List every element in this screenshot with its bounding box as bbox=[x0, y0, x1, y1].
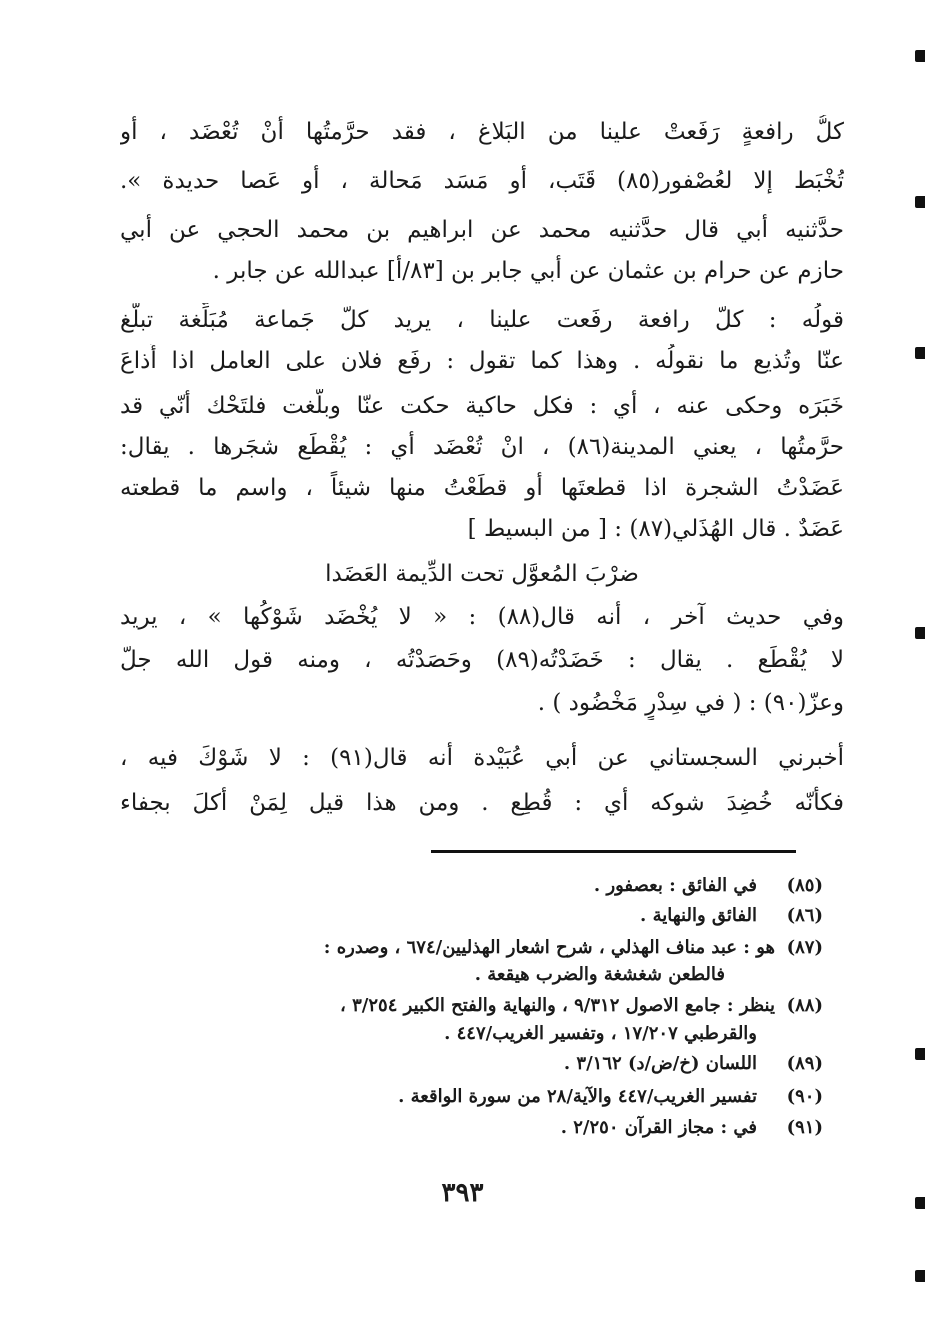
text-line: تُخْبَط إلا لعُصْفور(٨٥) قَتَب، أو مَسَد مَحالة ، أو عَصا حديدة ». bbox=[120, 168, 844, 194]
text-line: عنّا وتُذيع ما نقولُه . وهذا كما تقول : رفَع فلان على العامل اذا أَذاعَ bbox=[120, 348, 844, 374]
footnote-text: ينظر : جامع الاصول ٩/٣١٢ ، والنهاية والفتح الكبير ٣/٢٥٤ ، bbox=[340, 995, 775, 1016]
scan-margin-mark bbox=[915, 627, 925, 639]
text-line: قولُه : كلّ رافعة رفَعت علينا ، يريد كلّ جَماعة مُبَلِّغة تبلّغ bbox=[120, 307, 844, 333]
scan-margin-mark bbox=[915, 196, 925, 208]
footnote-text: فالطعن شغشغة والضرب هيقعة . bbox=[474, 964, 725, 985]
scan-margin-mark bbox=[915, 50, 925, 62]
footnote-number: (٩١) bbox=[786, 1117, 823, 1138]
footnote-text: هو : عبد مناف الهذلي ، شرح اشعار الهذليين/٦٧٤ ، وصدره : bbox=[323, 937, 775, 958]
scan-margin-mark bbox=[915, 1048, 925, 1060]
scan-margin-mark bbox=[915, 347, 925, 359]
scan-margin-mark bbox=[915, 1197, 925, 1209]
text-line: كلُّ رافعةٍ رَفَعتْ علينا من البَلاغ ، فقد حرَّمتُها أنْ تُعْضَد ، أو bbox=[120, 119, 844, 145]
footnote-number: (٨٥) bbox=[786, 875, 823, 896]
footnote-text: في : مجاز القرآن ٢/٢٥٠ . bbox=[560, 1117, 757, 1138]
text-line: فكأنّه خُضِدَ شوكه أي : قُطِع . ومن هذا قيل لِمَنْ أكلَ بجفاء bbox=[120, 790, 844, 816]
text-line: أخبرني السجستاني عن أبي عُبَيْدة أنه قال(٩١) : لا شَوْكَ فيه ، bbox=[120, 745, 844, 771]
text-line: حدَّثنيه أبي قال حدَّثنيه محمد عن ابراهيم بن محمد الحجي عن أبي bbox=[120, 217, 844, 243]
scan-margin-mark bbox=[915, 1270, 925, 1282]
footnote-text: الفائق والنهاية . bbox=[640, 905, 757, 926]
footnote-number: (٨٩) bbox=[786, 1053, 823, 1074]
footnote-number: (٨٨) bbox=[786, 995, 823, 1016]
footnote-separator bbox=[431, 850, 796, 853]
text-line: وفي حديث آخر ، أنه قال(٨٨) : « لا يُخْضَد شَوْكُها » ، يريد bbox=[120, 604, 844, 630]
text-line: عَضَدْتُ الشجرة اذا قطعتَها أو قطَعْتُ منها شيئاً ، واسم ما قطعته bbox=[120, 475, 844, 501]
page-number: ٣٩٣ bbox=[441, 1178, 484, 1208]
footnote-number: (٩٠) bbox=[786, 1086, 823, 1107]
footnote-number: (٨٦) bbox=[786, 905, 823, 926]
text-line: حازم عن حرام بن عثمان عن أبي جابر بن [٨٣/أ] عبدالله عن جابر . bbox=[212, 258, 844, 284]
footnote-number: (٨٧) bbox=[786, 937, 823, 958]
text-line: عَضَدٌ . قال الهُذَلي(٨٧) : [ من البسيط ] bbox=[467, 516, 844, 542]
verse-line: ضرْبَ المُعوَّل تحت الدِّيمة العَضَدا bbox=[325, 561, 639, 587]
footnote-text: والقرطبي ١٧/٢٠٧ ، وتفسير الغريب/٤٤٧ . bbox=[444, 1023, 757, 1044]
text-line: خَبَرَه وحكى عنه ، أي : فكل حاكية حكت عنّا وبلّغت فلتَحْك أنّي قد bbox=[120, 393, 844, 419]
footnote-text: في الفائق : بعصفور . bbox=[593, 875, 757, 896]
text-line: حرَّمتُها ، يعني المدينة(٨٦) ، انْ تُعْضَد أي : يُقْطَع شجَرها . يقال: bbox=[120, 434, 844, 460]
text-line: لا يُقْطَع . يقال : خَضَدْتُه(٨٩) وحَصَدْتُه ، ومنه قول الله جلّ bbox=[120, 647, 844, 673]
text-line: وعزّ(٩٠) : ( في سِدْرٍ مَخْضُود ) . bbox=[537, 690, 844, 716]
footnote-text: اللسان (خ/ض/د) ٣/١٦٢ . bbox=[563, 1053, 757, 1074]
footnote-text: تفسير الغريب/٤٤٧ والآية/٢٨ من سورة الواقعة . bbox=[398, 1086, 757, 1107]
